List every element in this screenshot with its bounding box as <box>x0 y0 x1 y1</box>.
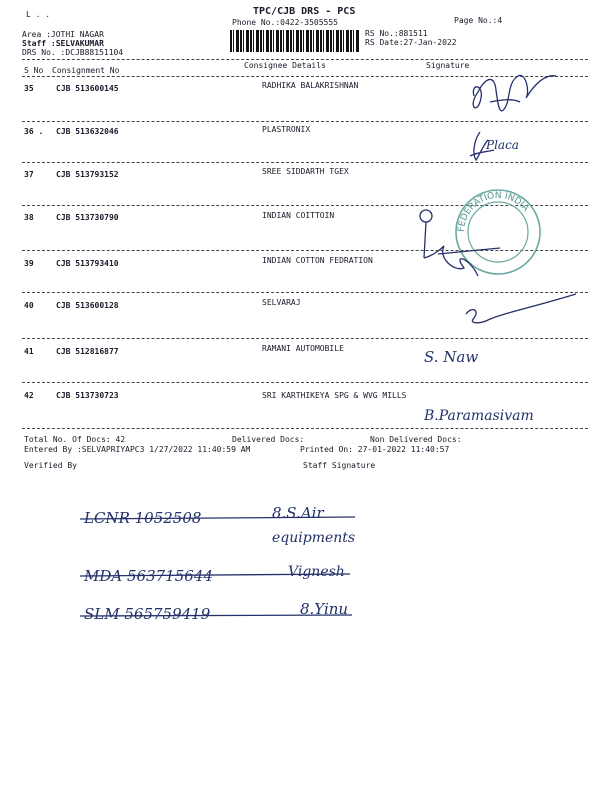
area-label: Area :JOTHI NAGAR <box>22 30 104 39</box>
rs-date: RS Date:27-Jan-2022 <box>365 38 457 47</box>
staff-label: Staff :SELVAKUMAR <box>22 39 104 48</box>
row-sno: 42 <box>24 391 34 400</box>
note-line-1-left: LCNR 1052508 <box>84 509 202 527</box>
row-divider <box>22 162 588 163</box>
note-line-3-left: MDA 563715644 <box>84 567 213 585</box>
note-line-2-right: equipments <box>272 530 356 546</box>
row-consignment: CJB 513793152 <box>56 170 119 179</box>
delivered-docs: Delivered Docs: <box>232 435 305 444</box>
col-consignment: Consignment No <box>52 66 120 75</box>
row-sno: 37 <box>24 170 34 179</box>
row-sno: 35 <box>24 84 34 93</box>
row-consignee: SREE SIDDARTH TGEX <box>262 167 349 176</box>
phone-number: Phone No.:0422-3505555 <box>232 18 338 27</box>
signature-36 <box>466 128 496 164</box>
strike-line-4 <box>80 610 360 620</box>
row-consignee: RAMANI AUTOMOBILE <box>262 344 344 353</box>
signature-35 <box>460 62 560 122</box>
note-line-1-right: 8.S.Air <box>272 504 324 522</box>
note-line-3-right: Vignesh <box>288 564 345 580</box>
row-consignee: INDIAN COITTOIN <box>262 211 335 220</box>
row-consignee: RADHIKA BALAKRISHNAN <box>262 81 359 90</box>
row-consignee: SRI KARTHIKEYA SPG & WVG MILLS <box>262 391 407 400</box>
col-consignee: Consignee Details <box>244 61 326 70</box>
row-consignee: PLASTRONIX <box>262 125 311 134</box>
row-consignment: CJB 512816877 <box>56 347 119 356</box>
row-consignment: CJB 513632046 <box>56 127 119 136</box>
note-line-4-right: 8.Yinu <box>300 600 349 618</box>
drs-number: DRS No. :DCJB88151104 <box>22 48 124 57</box>
col-signature: Signature <box>426 61 470 70</box>
row-consignment: CJB 513730790 <box>56 213 119 222</box>
signature-36-text: Placa <box>486 138 519 152</box>
strike-line-3 <box>80 570 360 580</box>
row-divider <box>22 382 588 383</box>
rs-number: RS No.:881511 <box>365 29 428 38</box>
signature-38-39 <box>404 206 514 286</box>
col-sno: S No <box>24 66 44 75</box>
entered-by: Entered By :SELVAPRIYAPC3 1/27/2022 11:40:59 AM <box>24 445 251 454</box>
printed-on: Printed On: 27-01-2022 11:40:57 <box>300 445 450 454</box>
row-consignment: CJB 513600128 <box>56 301 119 310</box>
row-consignment: CJB 513793410 <box>56 259 119 268</box>
staff-signature: Staff Signature <box>303 461 376 470</box>
row-sno: 40 <box>24 301 34 310</box>
signature-42: B.Paramasivam <box>424 408 534 424</box>
row-sno: 41 <box>24 347 34 356</box>
row-consignee: SELVARAJ <box>262 298 301 307</box>
row-divider <box>22 428 588 429</box>
row-consignment: CJB 513730723 <box>56 391 119 400</box>
page-number: Page No.:4 <box>454 16 503 25</box>
verified-by: Verified By <box>24 461 77 470</box>
corner-mark: L . . <box>26 10 51 19</box>
non-delivered-docs: Non Delivered Docs: <box>370 435 462 444</box>
row-sno: 39 <box>24 259 34 268</box>
strike-line-1 <box>80 514 360 524</box>
barcode <box>230 30 360 52</box>
signature-40 <box>460 292 580 326</box>
stamp-text: FEDERATION INDIA <box>456 190 531 233</box>
row-sno: 38 <box>24 213 34 222</box>
row-consignment: CJB 513600145 <box>56 84 119 93</box>
signature-41: S. Naw <box>424 348 479 366</box>
page-title: TPC/CJB DRS - PCS <box>253 6 356 17</box>
row-divider <box>22 338 588 339</box>
row-consignee: INDIAN COTTON FEDRATION <box>262 256 373 265</box>
header-divider <box>22 59 588 60</box>
note-line-4-left: SLM 565759419 <box>84 605 211 623</box>
row-sno: 36 . <box>24 127 44 136</box>
total-docs: Total No. Of Docs: 42 <box>24 435 126 444</box>
